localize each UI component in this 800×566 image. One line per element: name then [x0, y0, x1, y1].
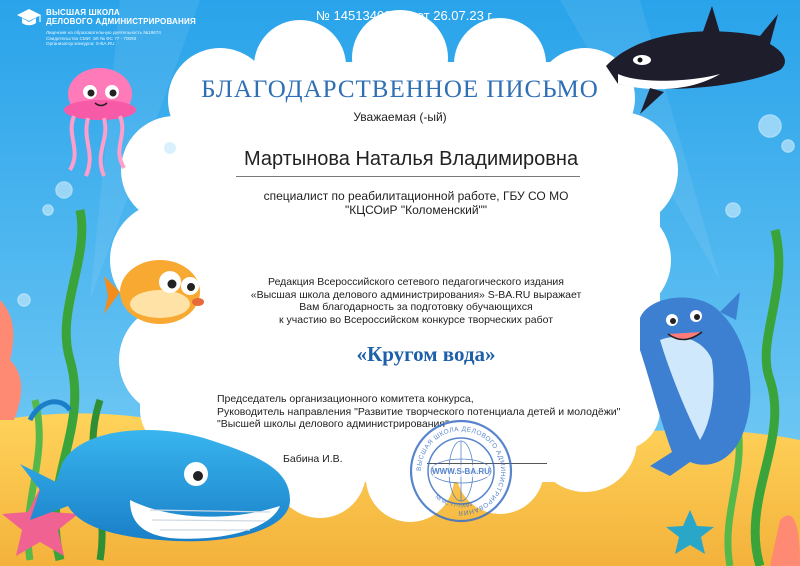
contest-name: «Кругом вода»	[356, 342, 496, 366]
document-title: БЛАГОДАРСТВЕННОЕ ПИСЬМО	[201, 76, 599, 103]
recipient-position-line2: "КЦСОиР "Коломенский""	[344, 203, 488, 217]
stamp-inner-text: WWW.S-BA.RU	[432, 467, 490, 476]
body-line2: «Высшая школа делового администрирования» S-BA.RU выражает	[250, 288, 582, 301]
logo-title-line1: ВЫСШАЯ ШКОЛА	[46, 8, 120, 17]
document-number: № 14513400278 от 26.07.23 г.	[316, 8, 495, 23]
recipient-underline	[236, 176, 580, 177]
stamp-ring-bottom-text: № ФС 77-70093	[433, 494, 474, 510]
body-line4: к участию во Всероссийском конкурсе творческих работ	[279, 313, 553, 326]
body-line1: Редакция Всероссийского сетевого педагогического издания	[268, 276, 564, 288]
body-line3: Вам благодарность за подготовку обучающихся	[299, 301, 533, 313]
logo-title-line2: ДЕЛОВОГО АДМИНИСТРИРОВАНИЯ	[46, 17, 196, 26]
logo-organizer-text: Организатор конкурса: S-BA.RU	[46, 41, 115, 46]
organization-stamp	[408, 418, 514, 524]
graduation-cap-icon	[16, 8, 42, 28]
chair-line3: "Высшей школы делового администрирования"	[217, 418, 449, 430]
logo-title	[46, 8, 196, 26]
greeting: Уважаемая (-ый)	[353, 110, 447, 124]
logo-license-text: Лицензия на образовательную деятельность №19674	[46, 30, 161, 35]
recipient-name: Мартынова Наталья Владимировна	[244, 148, 579, 170]
letter-body	[196, 276, 636, 326]
recipient-position-line1: специалист по реабилитационной работе, ГБУ СО МО	[263, 189, 569, 203]
stamp-ring-text: ВЫСШАЯ ШКОЛА ДЕЛОВОГО АДМИНИСТРИРОВАНИЯ	[415, 425, 507, 517]
recipient-position	[236, 189, 596, 217]
signer-name: Бабина И.В.	[283, 453, 343, 465]
chair-line1: Председатель организационного комитета конкурса,	[217, 393, 474, 405]
logo-media-certificate-text: Свидетельство СМИ: ЭЛ № ФС 77 - 70093	[46, 35, 137, 41]
organization-logo	[16, 6, 206, 56]
chair-line2: Руководитель направления "Развитие творческого потенциала детей и молодёжи"	[217, 405, 621, 418]
